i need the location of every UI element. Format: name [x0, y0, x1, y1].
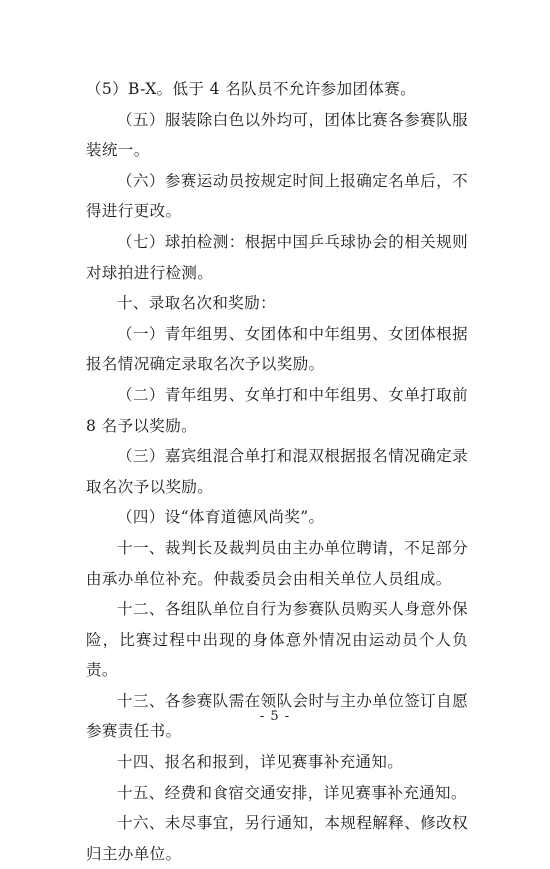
paragraph-singles-awards: （二）青年组男、女单打和中年组男、女单打取前 8 名予以奖励。 [86, 385, 468, 435]
paragraph-guest-awards: （三）嘉宾组混合单打和混双根据报名情况确定录取名次予以奖励。 [86, 447, 468, 496]
paragraph-team-awards: （一）青年组男、女团体和中年组男、女团体根据报名情况确定录取名次予以奖励。 [86, 324, 468, 374]
paragraph-referees: 十一、裁判长及裁判员由主办单位聘请，不足部分由承办单位补充。仲裁委员会由相关单位人员组成。 [86, 538, 468, 588]
paragraph-clothing: （五）服装除白色以外均可，团体比赛各参赛队服装统一。 [86, 110, 468, 160]
paragraph-other-matters: 十六、未尽事宜，另行通知，本规程解释、修改权归主办单位。 [86, 814, 468, 863]
paragraph-insurance: 十二、各组队单位自行为参赛队员购买人身意外保险，比赛过程中出现的身体意外情况由运动员个人负责。 [86, 600, 468, 680]
section-heading-awards: 十、录取名次和奖励： [117, 294, 277, 313]
paragraph-sportsmanship-award: （四）设“体育道德风尚奖”。 [117, 508, 325, 527]
paragraph-registration: 十四、报名和报到，详见赛事补充通知。 [117, 753, 404, 772]
paragraph-racket-check: （七）球拍检测：根据中国乒乓球协会的相关规则对球拍进行检测。 [86, 232, 468, 282]
page-number: - 5 - [259, 709, 291, 724]
document-body [86, 74, 468, 869]
paragraph-responsibility: 十三、各参赛队需在领队会时与主办单位签订自愿参赛责任书。 [86, 691, 468, 741]
paragraph-roster: （六）参赛运动员按规定时间上报确定名单后，不得进行更改。 [86, 171, 468, 221]
paragraph-expenses: 十五、经费和食宿交通安排，详见赛事补充通知。 [117, 783, 467, 802]
paragraph-item-5-bx: （5）B-X。低于 4 名队员不允许参加团体赛。 [86, 80, 417, 98]
